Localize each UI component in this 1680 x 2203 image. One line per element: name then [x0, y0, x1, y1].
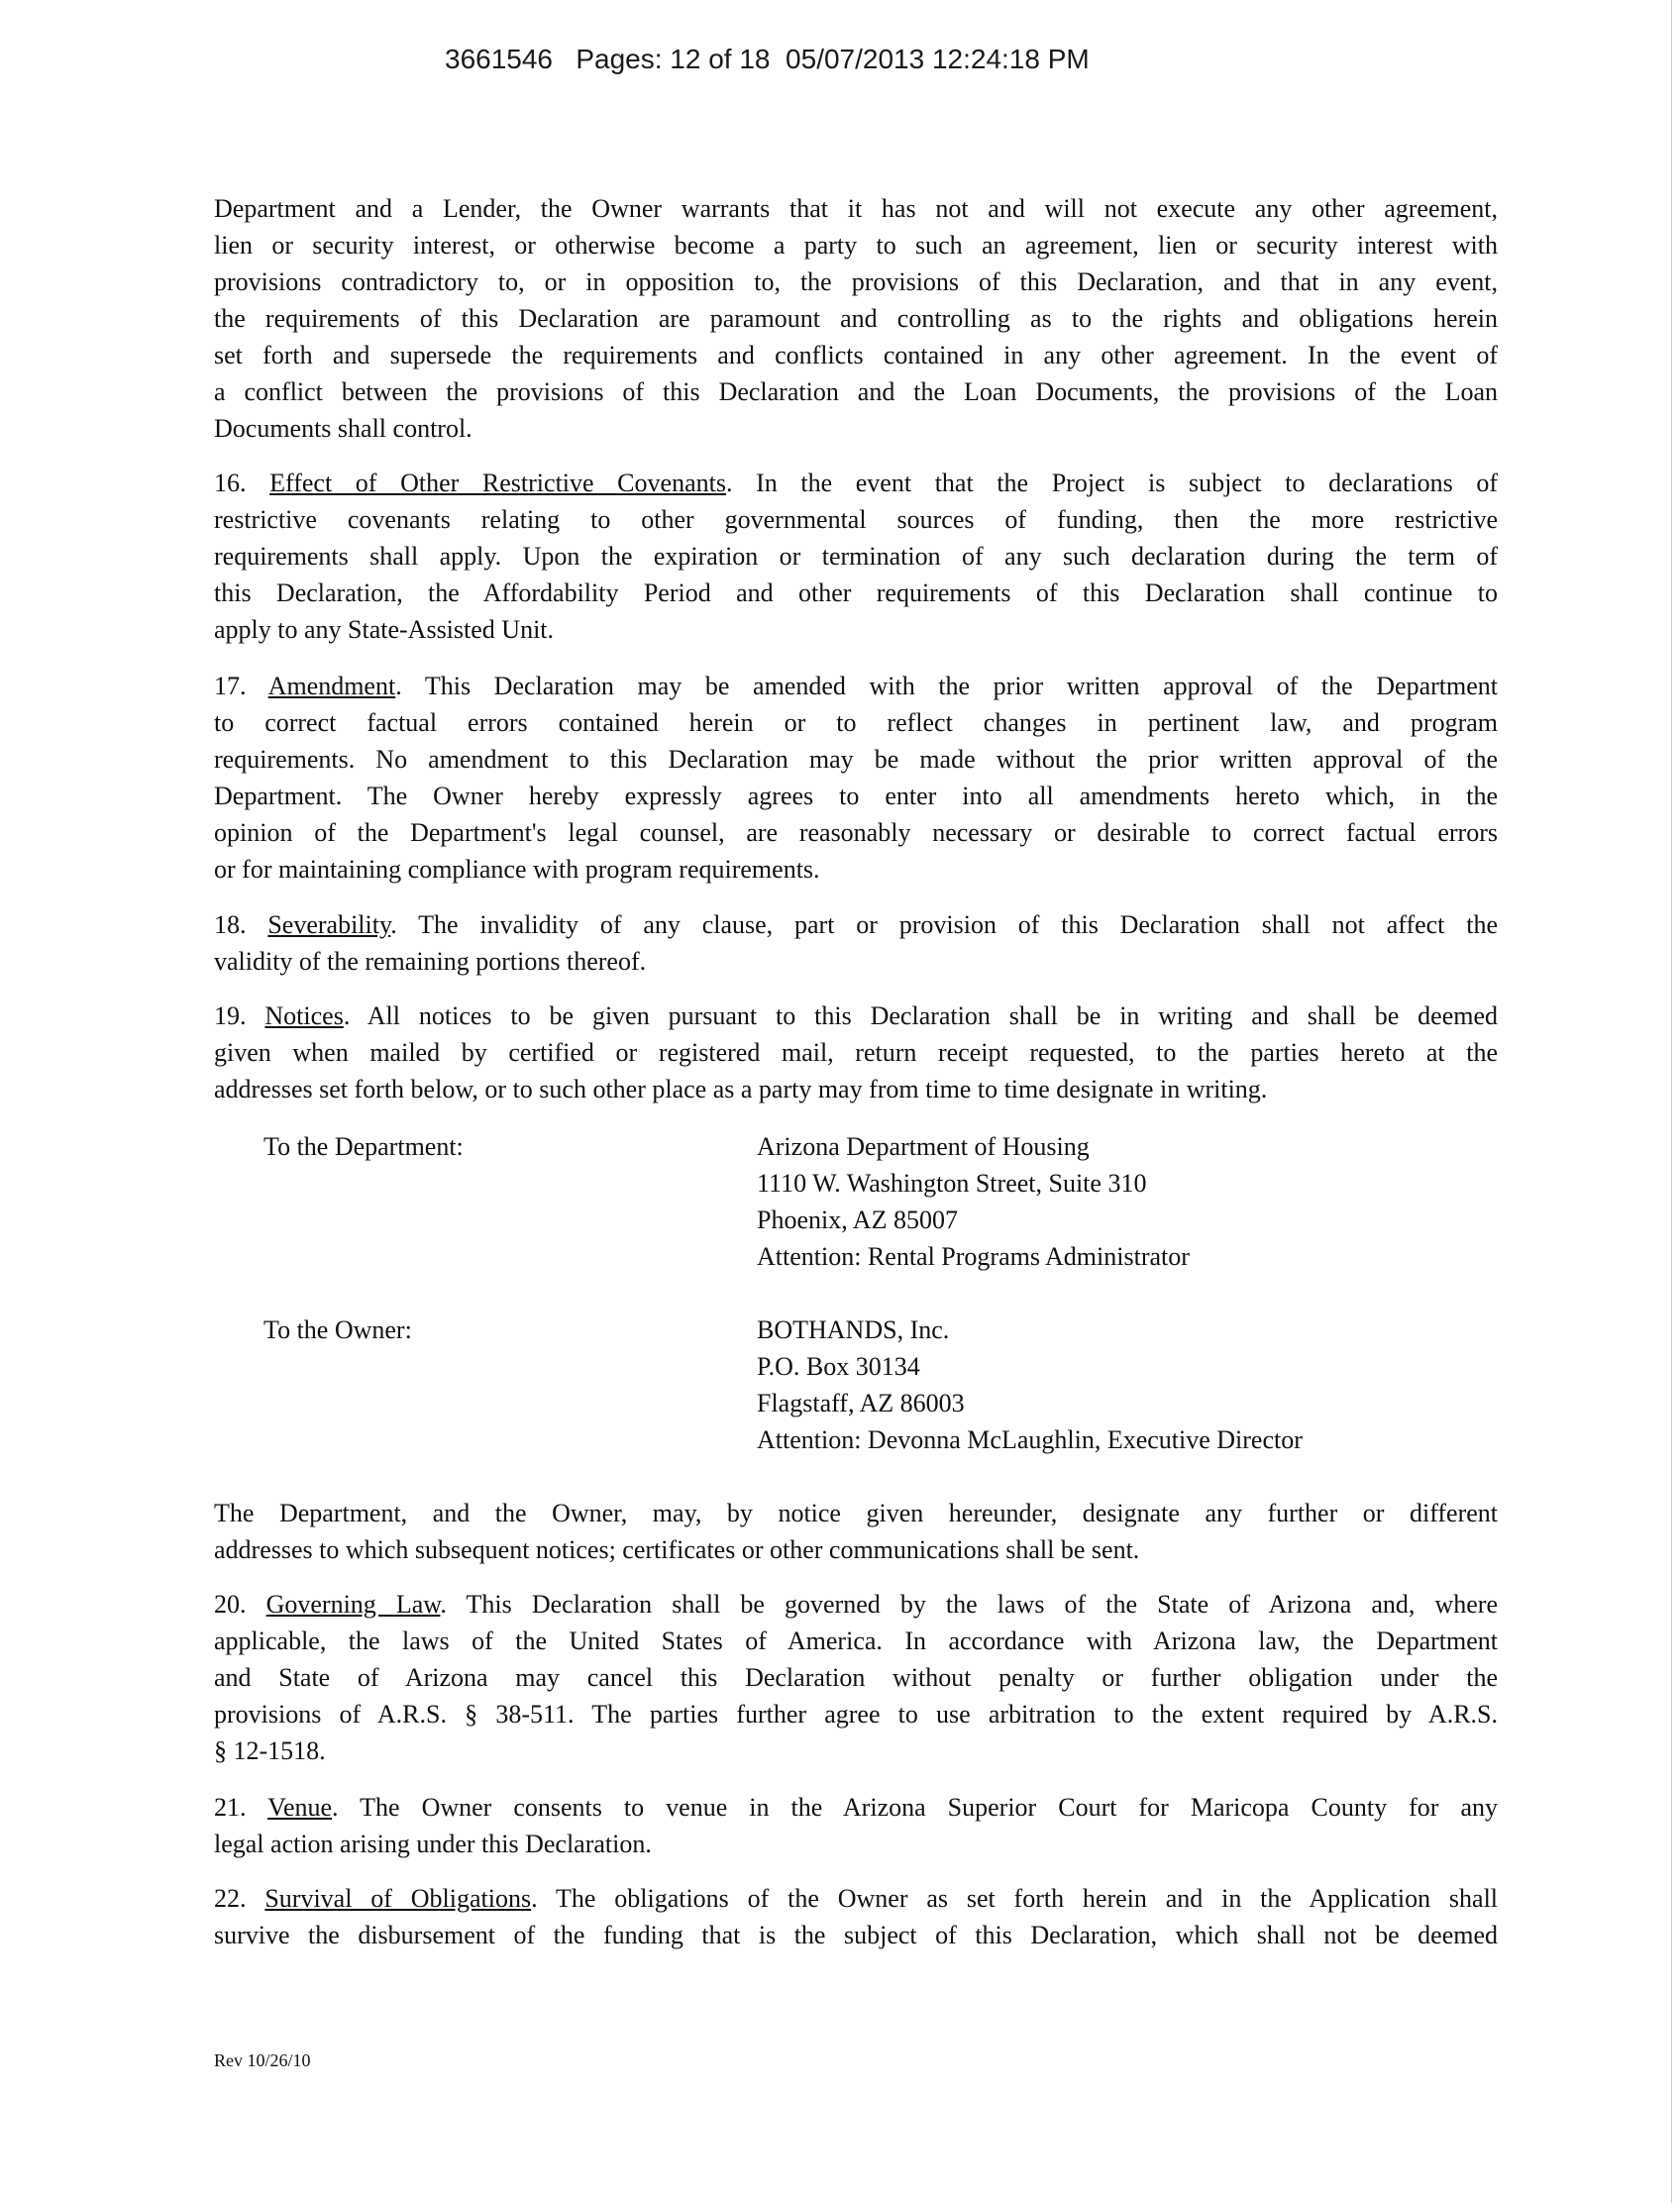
text-line: addresses to which subsequent notices; certificates or other communications shall be sent. — [214, 1535, 1140, 1564]
text-line: set forth and supersede the requirements and conflicts contained in any other agreement. In the event of — [214, 341, 1498, 369]
text-line — [214, 906, 1498, 943]
text-line: survive the disbursement of the funding that is the subject of this Declaration, which shall not be deemed — [214, 1921, 1498, 1949]
address-line: P.O. Box 30134 — [757, 1352, 920, 1381]
section-heading: Severability — [267, 910, 391, 939]
section-heading: Governing Law — [265, 1590, 441, 1619]
text-line: Department and a Lender, the Owner warrants that it has not and will not execute any other agreement, — [214, 194, 1498, 223]
text-line: § 12-1518. — [214, 1736, 326, 1765]
address-line: BOTHANDS, Inc. — [757, 1315, 950, 1344]
text-line: addresses set forth below, or to such other place as a party may from time to time designate in writing. — [214, 1075, 1268, 1103]
address-line: Attention: Devonna McLaughlin, Executive Director — [757, 1425, 1303, 1454]
section-text: . All notices to be given pursuant to this Declaration shall be in writing and shall be deemed — [343, 1001, 1498, 1030]
department-label: To the Department: — [263, 1132, 464, 1161]
text-line: or for maintaining compliance with program requirements. — [214, 855, 820, 884]
section-heading: Venue — [267, 1793, 333, 1822]
section-16 — [214, 465, 1498, 648]
text-line: Documents shall control. — [214, 414, 472, 443]
revision-footer: Rev 10/26/10 — [214, 2050, 311, 2070]
address-line: Arizona Department of Housing — [757, 1132, 1090, 1161]
section-text: . This Declaration may be amended with the prior written approval of the Department — [395, 672, 1498, 700]
text-line — [214, 1789, 1498, 1826]
text-line: legal action arising under this Declaration. — [214, 1830, 652, 1858]
intro-paragraph — [214, 190, 1498, 447]
section-heading: Survival of Obligations — [264, 1884, 532, 1913]
text-line: validity of the remaining portions thereof. — [214, 947, 647, 976]
text-line: and State of Arizona may cancel this Declaration without penalty or further obligation under the — [214, 1663, 1498, 1692]
text-line — [214, 1586, 1498, 1623]
section-number: 20. — [214, 1590, 266, 1619]
text-line: requirements shall apply. Upon the expiration or termination of any such declaration during the term of — [214, 542, 1498, 571]
section-22 — [214, 1880, 1498, 1953]
section-number: 19. — [214, 1001, 265, 1030]
address-line: 1110 W. Washington Street, Suite 310 — [757, 1169, 1147, 1198]
text-line: requirements. No amendment to this Declaration may be made without the prior written approval of the — [214, 745, 1498, 774]
section-heading: Notices — [264, 1001, 344, 1030]
section-20 — [214, 1586, 1498, 1769]
section-text: . In the event that the Project is subject to declarations of — [725, 469, 1498, 497]
text-line — [214, 1880, 1498, 1917]
text-line: lien or security interest, or otherwise become a party to such an agreement, lien or security interest with — [214, 231, 1498, 260]
text-line — [214, 668, 1498, 704]
section-text: . The obligations of the Owner as set forth herein and in the Application shall — [531, 1884, 1499, 1913]
section-17 — [214, 668, 1498, 888]
text-line — [214, 465, 1498, 501]
section-text: . This Declaration shall be governed by the laws of the State of Arizona and, where — [440, 1590, 1498, 1619]
recording-header: 3661546 Pages: 12 of 18 05/07/2013 12:24:18 PM — [445, 44, 1090, 74]
address-line: Attention: Rental Programs Administrator — [757, 1242, 1190, 1271]
text-line: applicable, the laws of the United States of America. In accordance with Arizona law, the Department — [214, 1626, 1498, 1655]
address-line: Flagstaff, AZ 86003 — [757, 1389, 965, 1417]
section-text: . The invalidity of any clause, part or provision of this Declaration shall not affect the — [390, 910, 1498, 939]
section-19 — [214, 997, 1498, 1107]
text-line: opinion of the Department's legal counsel, are reasonably necessary or desirable to correct factual errors — [214, 818, 1498, 847]
text-line: a conflict between the provisions of this Declaration and the Loan Documents, the provisions of the Loan — [214, 377, 1498, 406]
text-line: restrictive covenants relating to other governmental sources of funding, then the more restrictive — [214, 505, 1498, 534]
text-line: apply to any State-Assisted Unit. — [214, 615, 555, 644]
text-line: to correct factual errors contained herein or to reflect changes in pertinent law, and program — [214, 708, 1498, 737]
section-number: 16. — [214, 469, 270, 497]
text-line: this Declaration, the Affordability Period and other requirements of this Declaration shall continue to — [214, 578, 1498, 607]
section-number: 21. — [214, 1793, 268, 1822]
section-text: . The Owner consents to venue in the Arizona Superior Court for Maricopa County for any — [332, 1793, 1498, 1822]
section-number: 22. — [214, 1884, 265, 1913]
address-line: Phoenix, AZ 85007 — [757, 1206, 958, 1234]
section-number: 17. — [214, 672, 268, 700]
section-heading: Effect of Other Restrictive Covenants — [269, 469, 726, 497]
text-line: given when mailed by certified or registered mail, return receipt requested, to the parties hereto at the — [214, 1038, 1498, 1067]
text-line: the requirements of this Declaration are paramount and controlling as to the rights and obligations herein — [214, 304, 1498, 333]
page-edge — [1671, 0, 1672, 2203]
owner-label: To the Owner: — [263, 1315, 412, 1344]
text-line — [214, 997, 1498, 1034]
section-21 — [214, 1789, 1498, 1862]
notice-change-paragraph — [214, 1495, 1498, 1568]
owner-address — [757, 1311, 1303, 1458]
text-line: provisions contradictory to, or in opposition to, the provisions of this Declaration, and that in any event, — [214, 267, 1498, 296]
department-address — [757, 1128, 1190, 1275]
section-number: 18. — [214, 910, 268, 939]
text-line: The Department, and the Owner, may, by notice given hereunder, designate any further or different — [214, 1499, 1498, 1527]
section-18 — [214, 906, 1498, 980]
section-heading: Amendment — [267, 672, 396, 700]
text-line: Department. The Owner hereby expressly agrees to enter into all amendments hereto which, in the — [214, 782, 1498, 810]
text-line: provisions of A.R.S. § 38-511. The parties further agree to use arbitration to the extent required by A.R.S. — [214, 1700, 1498, 1729]
